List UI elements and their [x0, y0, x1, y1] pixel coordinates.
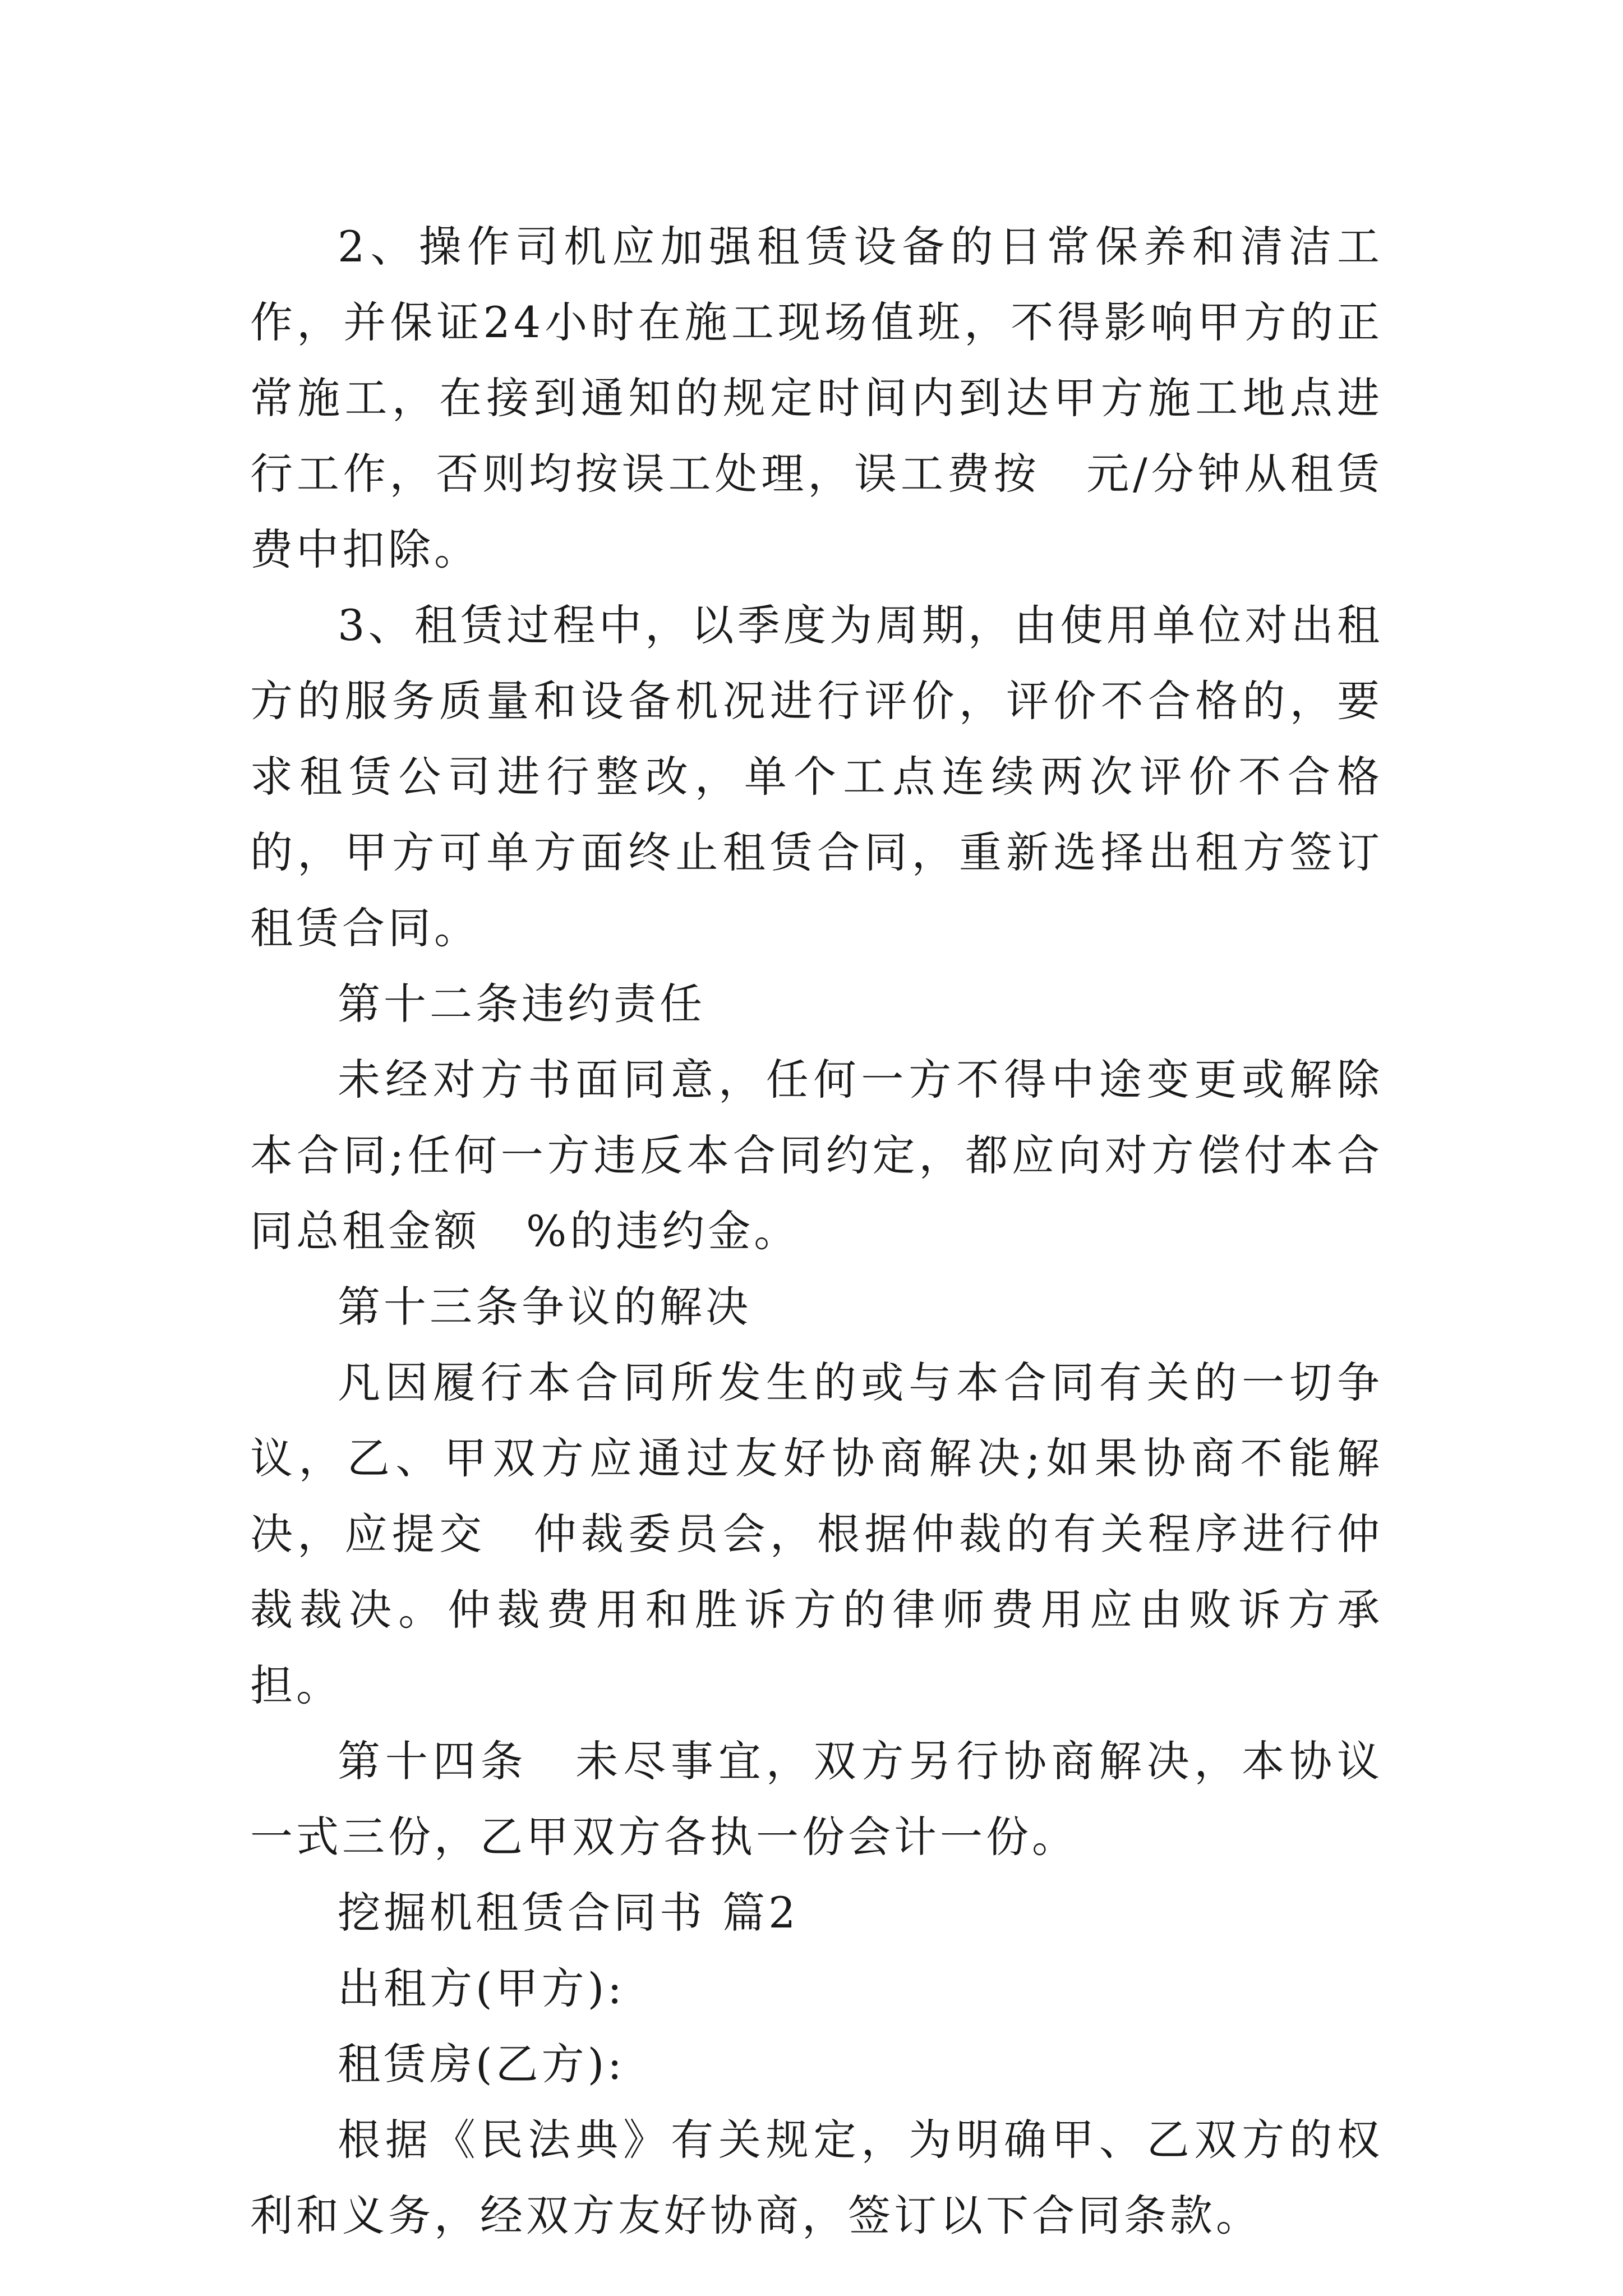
paragraph-dispute-resolution: 凡因履行本合同所发生的或与本合同有关的一切争议，乙、甲双方应通过友好协商解决;如果协商不能解决，应提交 仲裁委员会，根据仲裁的有关程序进行仲裁裁决。仲裁费用和胜诉方的律师费用应由败诉方承担。	[250, 1358, 1383, 1710]
section-title-part-2: 挖掘机租赁合同书 篇2	[338, 1888, 799, 1938]
heading-article-12: 第十二条违约责任	[338, 979, 706, 1029]
paragraph-article-14: 第十四条 未尽事宜，双方另行协商解决，本协议一式三份，乙甲双方各执一份会计一份。	[250, 1736, 1383, 1862]
lessee-line: 租赁房(乙方):	[338, 2039, 625, 2089]
paragraph-breach-liability: 未经对方书面同意，任何一方不得中途变更或解除本合同;任何一方违反本合同约定，都应向对方偿付本合同总租金额 %的违约金。	[250, 1055, 1383, 1256]
paragraph-preamble: 根据《民法典》有关规定，为明确甲、乙双方的权利和义务，经双方友好协商，签订以下合同条款。	[250, 2115, 1383, 2240]
paragraph-clause-3: 3、租赁过程中，以季度为周期，由使用单位对出租方的服务质量和设备机况进行评价，评价不合格的，要求租赁公司进行整改，单个工点连续两次评价不合格的，甲方可单方面终止租赁合同，重新选择出租方签订租赁合同。	[250, 600, 1383, 953]
paragraph-clause-2: 2、操作司机应加强租赁设备的日常保养和清洁工作，并保证24小时在施工现场值班，不得影响甲方的正常施工，在接到通知的规定时间内到达甲方施工地点进行工作，否则均按误工处理，误工费按 元/分钟从租赁费中扣除。	[250, 222, 1383, 574]
heading-article-13: 第十三条争议的解决	[338, 1282, 751, 1332]
lessor-line: 出租方(甲方):	[338, 1963, 625, 2013]
document-body	[250, 209, 1383, 2253]
